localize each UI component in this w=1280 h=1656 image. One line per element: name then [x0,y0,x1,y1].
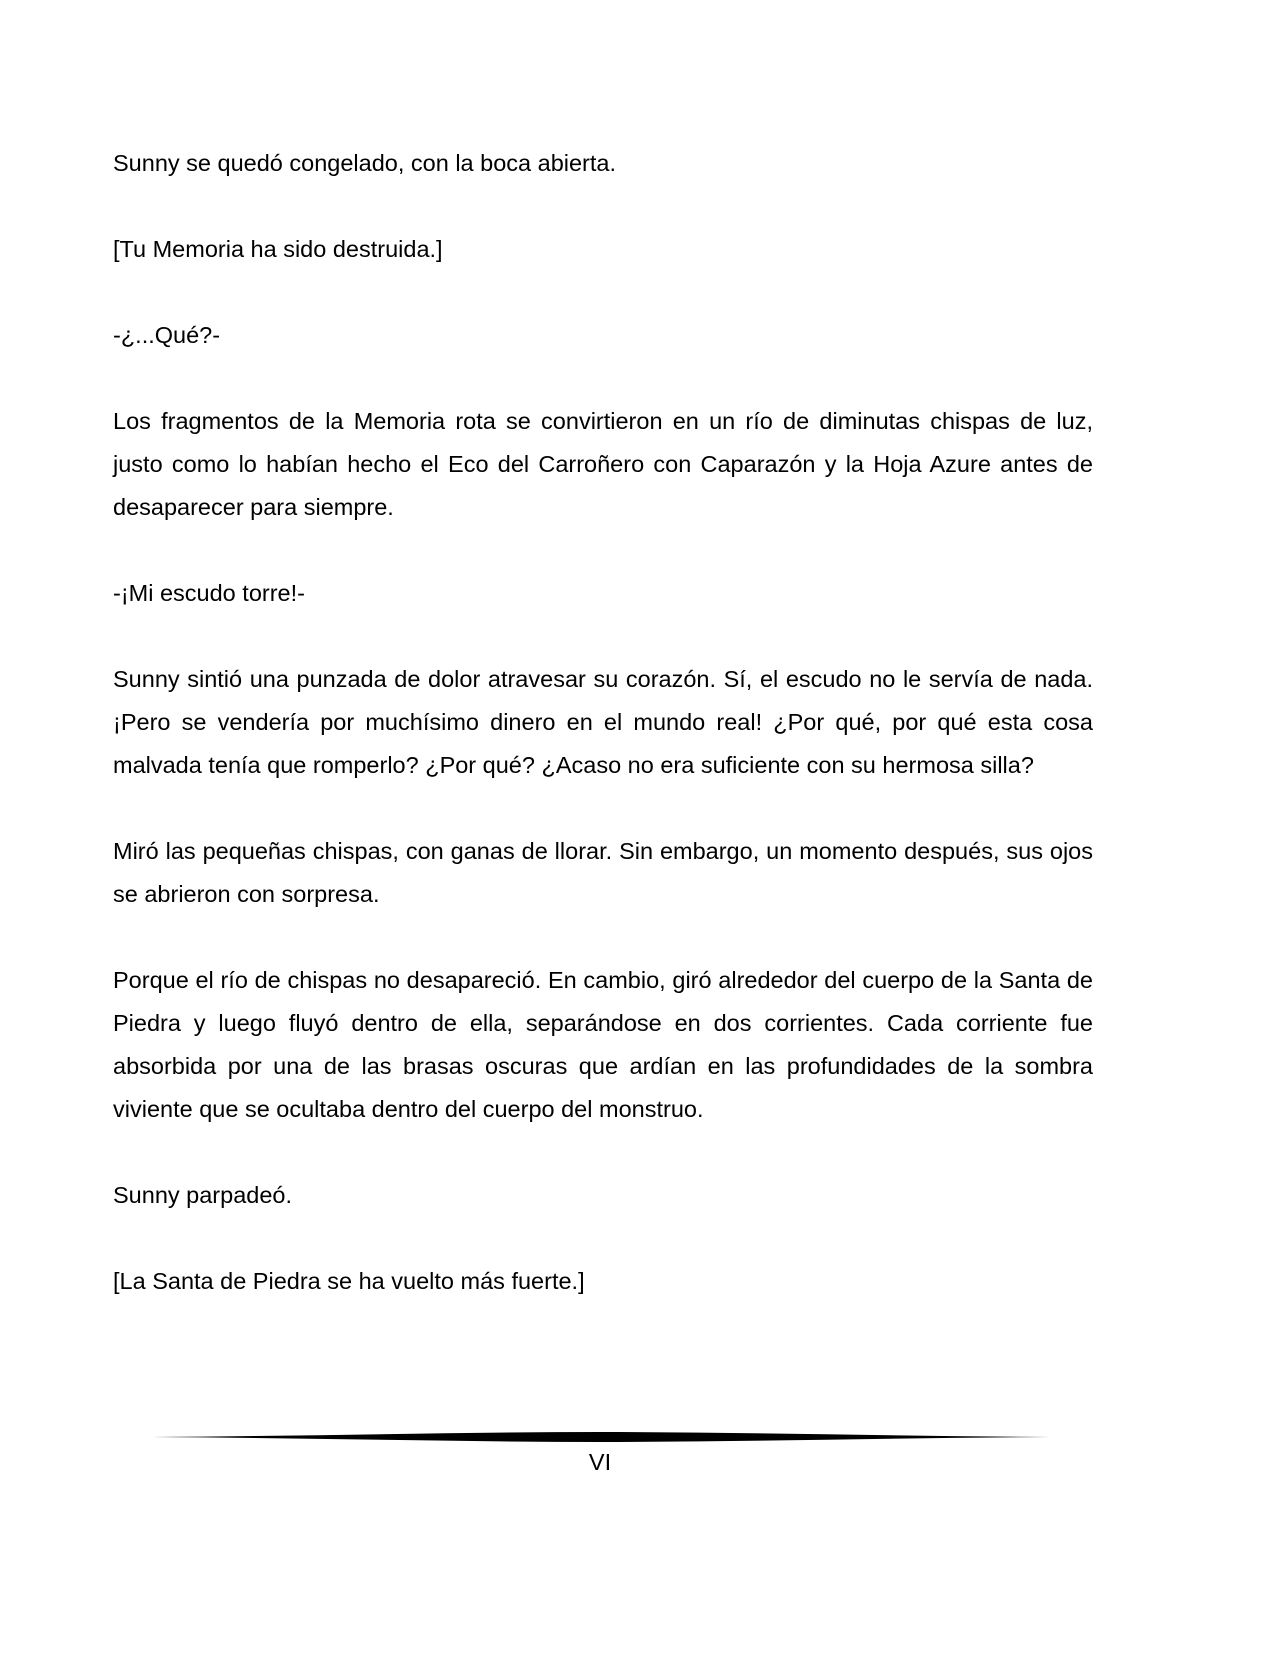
paragraph: [La Santa de Piedra se ha vuelto más fuerte.] [113,1268,585,1294]
paragraph: Porque el río de chispas no desapareció. En cambio, giró alrededor del cuerpo de la Santa de Piedra y luego fluyó dentro de ella, separándose en dos corrientes. Cada corriente fue absorbida por una de las brasas oscuras que ardían en las profundidades de la sombra viviente que se ocultaba dentro del cuerpo del monstruo. [113,967,1093,1122]
paragraph: -¡Mi escudo torre!- [113,580,305,606]
footer-divider [152,1431,1050,1443]
paragraph: Sunny parpadeó. [113,1182,293,1208]
paragraph: Sunny se quedó congelado, con la boca abierta. [113,150,617,176]
paragraph: Los fragmentos de la Memoria rota se convirtieron en un río de diminutas chispas de luz, justo como lo habían hecho el Eco del Carroñero con Caparazón y la Hoja Azure antes de desaparecer para siempre. [113,408,1093,520]
paragraph: -¿...Qué?- [113,322,221,348]
body-text [113,142,1093,1303]
paragraph: Miró las pequeñas chispas, con ganas de llorar. Sin embargo, un momento después, sus ojos se abrieron con sorpresa. [113,838,1093,907]
paragraph: Sunny sintió una punzada de dolor atravesar su corazón. Sí, el escudo no le servía de nada. ¡Pero se vendería por muchísimo dinero en el mundo real! ¿Por qué, por qué esta cosa malvada tenía que romperlo? ¿Por qué? ¿Acaso no era suficiente con su hermosa silla? [113,666,1093,778]
paragraph: [Tu Memoria ha sido destruida.] [113,236,443,262]
page-number: VI [588,1449,612,1475]
